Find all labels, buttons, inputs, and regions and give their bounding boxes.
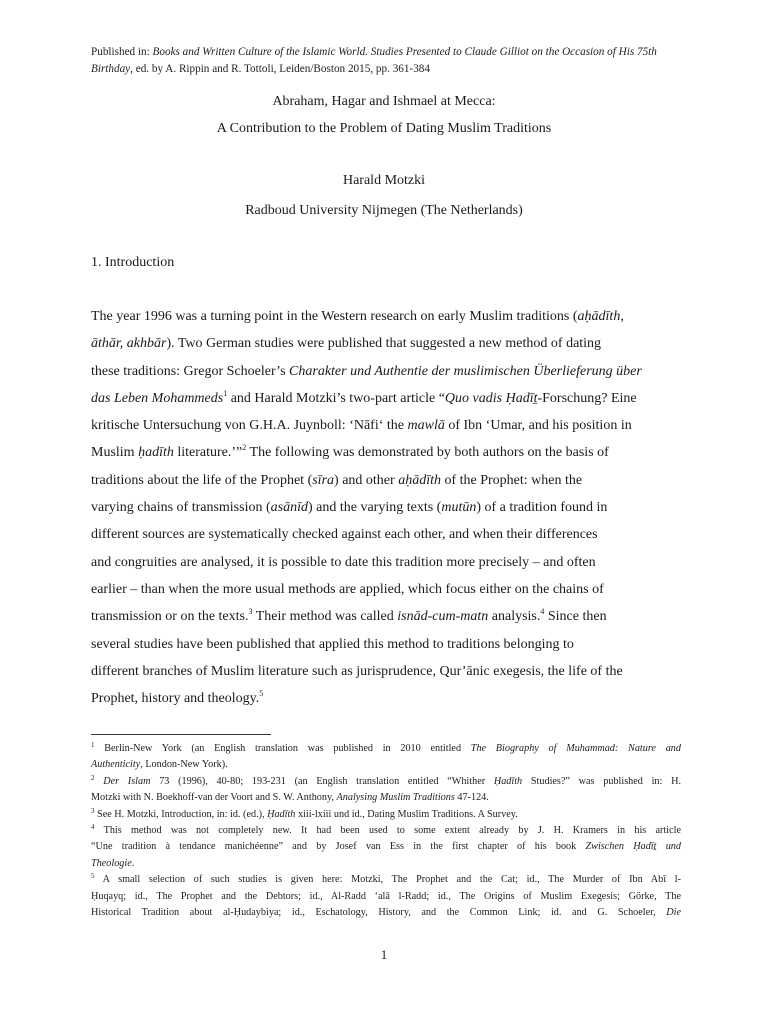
body-line: varying chains of transmission (asānīd) and the varying texts (mutūn) of a tradition found in — [91, 500, 608, 516]
pubnote-suffix: , ed. by A. Rippin and R. Tottoli, Leiden/Boston 2015, pp. 361-384 — [130, 63, 430, 75]
footnote-separator — [91, 734, 271, 735]
body-line: different branches of Muslim literature such as jurisprudence, Qur’ānic exegesis, the life of the — [91, 663, 623, 679]
footnote-4: $^4$ This method was not completely new. It had been used to some extent already by J. H. Kramers in his article — [91, 823, 681, 837]
footnote-ref[interactable]: 1 — [223, 388, 228, 398]
footnote-4-end: Theologie. — [91, 857, 135, 869]
body-line: āthār, akhbār). Two German studies were published that suggested a new method of dating — [91, 336, 602, 352]
body-line: das Leben Mohammeds$^1$ and Harald Motzki’s two-part article “Quo vadis Ḥadīṯ-Forschung? Eine — [91, 388, 637, 406]
footnote-3: $^3$ See H. Motzki, Introduction, in: id. (ed.), Ḥadīth xiii-lxiii und id., Dating Muslim Traditions. A Survey. — [91, 806, 518, 820]
footnote-ref[interactable]: 3 — [248, 607, 253, 617]
footnote-ref[interactable]: 2 — [242, 443, 247, 453]
author-affiliation: Radboud University Nijmegen (The Netherlands) — [245, 203, 523, 218]
footnote-4-cont: “Une tradition à tendance manichéenne” and by Josef van Ess in the first chapter of his book Zwischen Ḥadīṯ und — [91, 841, 681, 853]
title-line-1: Abraham, Hagar and Ishmael at Mecca: — [272, 94, 496, 109]
pubnote-prefix: Published in: — [91, 46, 153, 58]
body-paragraph — [91, 303, 681, 712]
body-line: different sources are systematically checked against each other, and when their differences — [91, 527, 598, 543]
title-line-2: A Contribution to the Problem of Dating Muslim Traditions — [216, 121, 552, 136]
footnote-2: $^2$ Der Islam 73 (1996), 40-80; 193-231 (an English translation entitled “Whither Ḥadīth Studies?” was published in: H. — [91, 773, 681, 787]
page-number: 1 — [380, 947, 388, 962]
footnote-ref[interactable]: 5 — [259, 689, 264, 699]
footnotes — [91, 741, 681, 921]
pubnote-book-title: Books and Written Culture of the Islamic World. Studies Presented to Claude Gilliot on the Occasion of His 75th Birthday — [91, 46, 657, 75]
footnote-5: $^5$ A small selection of such studies is given here: Motzki, The Prophet and the Cat; id., The Murder of Ibn Abī l- — [91, 872, 681, 886]
body-line: transmission or on the texts.$^3$ Their method was called isnād-cum-matn analysis.$^4$ Since then — [91, 607, 607, 625]
publication-note — [91, 44, 691, 78]
footnote-1: $^1$ Berlin-New York (an English translation was published in 2010 entitled The Biography of Muhammad: Nature and — [91, 741, 681, 754]
footnote-1-cont: Authenticity, London-New York). — [91, 759, 228, 771]
author-name: Harald Motzki — [342, 173, 426, 188]
footnote-5-cont: Ḥuqayq; id., The Prophet and the Debtors; id., Al-Radd ‘alā l-Radd; id., The Origins of Muslim Exegesis; Görke, The — [91, 890, 681, 902]
body-line: Prophet, history and theology.$^5$ — [91, 689, 264, 707]
body-line: and congruities are analysed, it is possible to date this tradition more precisely – and often — [91, 554, 596, 570]
body-line: Muslim ḥadīth literature.’”$^2$ The following was demonstrated by both authors on the basis of — [91, 443, 609, 461]
body-line: kritische Untersuchung von G.H.A. Juynboll: ‘Nāfi‘ the mawlā of Ibn ‘Umar, and his position in — [91, 418, 632, 434]
footnote-5-cont: Historical Tradition about al-Ḥudaybiya; id., Eschatology, History, and the Common Link; id. and G. Schoeler, Die — [91, 907, 681, 919]
footnote-2-cont: Motzki with N. Boekhoff-van der Voort and S. W. Anthony, Analysing Muslim Traditions 47-124. — [91, 792, 489, 804]
footnote-ref[interactable]: 4 — [540, 607, 545, 617]
body-line: The year 1996 was a turning point in the Western research on early Muslim traditions (aḥādīth, — [91, 309, 624, 324]
body-line: traditions about the life of the Prophet (sīra) and other aḥādīth of the Prophet: when the — [91, 472, 583, 488]
body-line: these traditions: Gregor Schoeler’s Charakter und Authentie der muslimischen Überlieferung über — [91, 363, 642, 379]
body-line: earlier – than when the more usual methods are applied, which focus either on the chains of — [91, 581, 604, 597]
section-heading: 1. Introduction — [91, 255, 175, 270]
body-line: several studies have been published that applied this method to traditions belonging to — [91, 636, 574, 652]
